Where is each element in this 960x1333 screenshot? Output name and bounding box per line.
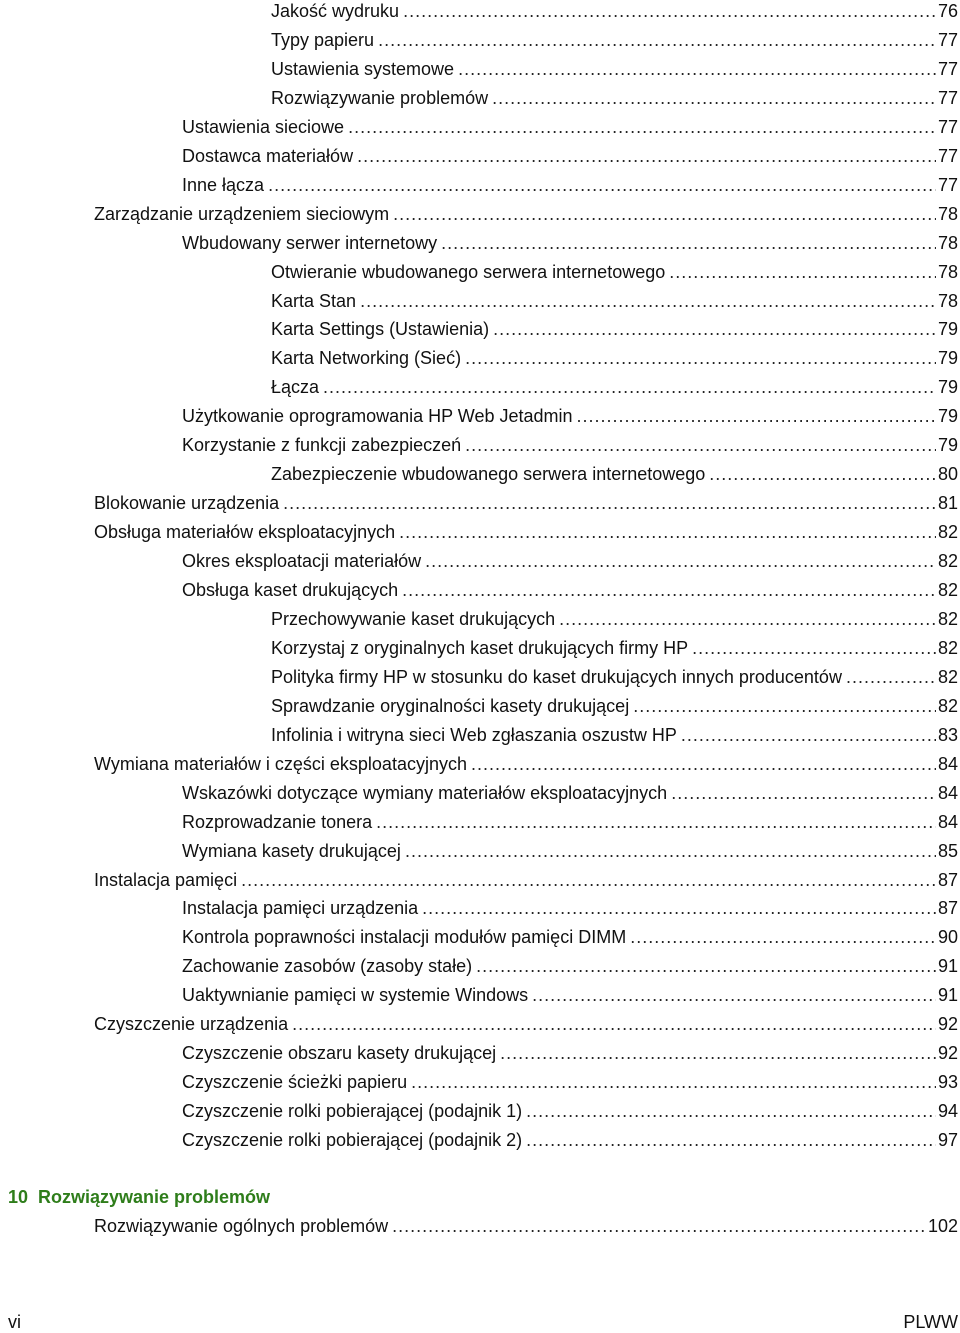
toc-entry-page: 79	[937, 406, 958, 427]
toc-entry-page: 83	[937, 724, 958, 745]
toc-entry-page: 79	[937, 348, 958, 369]
toc-entry-title: Zarządzanie urządzeniem sieciowym	[94, 203, 390, 224]
toc-entry-page: 82	[937, 666, 958, 687]
toc-entry-title: Blokowanie urządzenia	[94, 493, 280, 514]
toc-entry-page: 84	[937, 811, 958, 832]
dot-leader	[441, 230, 936, 256]
dot-leader	[681, 722, 936, 748]
toc-entry[interactable]	[271, 374, 958, 400]
dot-leader	[471, 751, 936, 777]
toc-entry-page: 77	[937, 174, 958, 195]
dot-leader	[692, 635, 936, 661]
toc-entry-page: 79	[937, 377, 958, 398]
toc-entry-page: 91	[937, 985, 958, 1006]
toc-entry-page: 79	[937, 435, 958, 456]
dot-leader	[268, 172, 936, 198]
chapter-title: Rozwiązywanie problemów	[38, 1187, 271, 1207]
toc-entry[interactable]	[271, 288, 958, 314]
toc-entry[interactable]	[271, 85, 958, 111]
dot-leader	[577, 403, 936, 429]
toc-entry[interactable]	[182, 114, 958, 140]
dot-leader	[633, 693, 936, 719]
toc-entry[interactable]	[271, 56, 958, 82]
toc-entry[interactable]	[182, 577, 958, 603]
toc-entry-title: Uaktywnianie pamięci w systemie Windows	[182, 985, 529, 1006]
dot-leader	[241, 867, 936, 893]
toc-entry[interactable]	[182, 1127, 958, 1153]
toc-entry-page: 92	[937, 1043, 958, 1064]
dot-leader	[378, 27, 936, 53]
toc-entry[interactable]	[271, 693, 958, 719]
toc-entry-page: 81	[937, 493, 958, 514]
toc-entry-page: 97	[937, 1130, 958, 1151]
dot-leader	[669, 259, 936, 285]
toc-entry-title: Rozprowadzanie tonera	[182, 811, 373, 832]
dot-leader	[399, 519, 936, 545]
page-number: vi	[8, 1312, 21, 1332]
toc-entry-title: Instalacja pamięci	[94, 869, 238, 890]
toc-entry[interactable]	[94, 1213, 958, 1239]
toc-entry[interactable]	[271, 345, 958, 371]
toc-entry[interactable]	[182, 1040, 958, 1066]
toc-entry-page: 87	[937, 869, 958, 890]
toc-entry-title: Sprawdzanie oryginalności kasety drukującej	[271, 695, 630, 716]
toc-entry[interactable]	[271, 0, 958, 24]
toc-entry-page: 87	[937, 898, 958, 919]
toc-entry[interactable]	[94, 867, 958, 893]
dot-leader	[411, 1069, 936, 1095]
dot-leader	[526, 1098, 936, 1124]
toc-entry[interactable]	[94, 519, 958, 545]
dot-leader	[292, 1011, 936, 1037]
toc-entry-title: Wymiana kasety drukującej	[182, 840, 401, 861]
toc-entry-page: 77	[937, 145, 958, 166]
toc-entry-page: 92	[937, 1014, 958, 1035]
toc-entry-page: 93	[937, 1072, 958, 1093]
toc-entry-title: Karta Networking (Sieć)	[271, 348, 462, 369]
toc-entry-title: Typy papieru	[271, 29, 375, 50]
dot-leader	[376, 809, 936, 835]
dot-leader	[526, 1127, 936, 1153]
dot-leader	[500, 1040, 936, 1066]
toc-entry-page: 76	[937, 1, 958, 21]
toc-entry-title: Czyszczenie rolki pobierającej (podajnik 2)	[182, 1130, 523, 1151]
toc-entry[interactable]	[182, 924, 958, 950]
toc-entry-title: Wymiana materiałów i części eksploatacyjnych	[94, 753, 467, 774]
toc-entry-title: Instalacja pamięci urządzenia	[182, 898, 419, 919]
toc-entry-title: Ustawienia sieciowe	[182, 116, 345, 137]
toc-entry-page: 80	[937, 464, 958, 485]
toc-entry-title: Zachowanie zasobów (zasoby stałe)	[182, 956, 473, 977]
toc-entry-title: Rozwiązywanie ogólnych problemów	[94, 1216, 389, 1236]
toc-entry-title: Wbudowany serwer internetowy	[182, 232, 438, 253]
dot-leader	[392, 1213, 926, 1239]
toc-entry-title: Użytkowanie oprogramowania HP Web Jetadmin	[182, 406, 573, 427]
toc-entry-title: Wskazówki dotyczące wymiany materiałów eksploatacyjnych	[182, 782, 668, 803]
dot-leader	[846, 664, 936, 690]
toc-entry-title: Czyszczenie obszaru kasety drukującej	[182, 1043, 497, 1064]
toc-entry[interactable]	[182, 548, 958, 574]
toc-entry[interactable]	[182, 403, 958, 429]
dot-leader	[532, 982, 936, 1008]
toc-entry-page: 82	[937, 695, 958, 716]
toc-entry-page: 82	[937, 551, 958, 572]
dot-leader	[357, 143, 936, 169]
toc-entry-page: 77	[937, 29, 958, 50]
toc-entry-title: Rozwiązywanie problemów	[271, 87, 489, 108]
dot-leader	[476, 953, 936, 979]
toc-entry[interactable]	[182, 230, 958, 256]
toc-entry-page: 84	[937, 753, 958, 774]
toc-entry[interactable]	[271, 461, 958, 487]
dot-leader	[422, 895, 936, 921]
toc-entry-page: 82	[937, 580, 958, 600]
toc-entry[interactable]	[94, 490, 958, 516]
toc-entry-title: Obsługa kaset drukujących	[182, 580, 399, 600]
toc-entry-title: Przechowywanie kaset drukujących	[271, 608, 556, 629]
toc-entry[interactable]	[94, 201, 958, 227]
toc-entry-title: Otwieranie wbudowanego serwera internetowego	[271, 261, 666, 282]
toc-entry-page: 84	[937, 782, 958, 803]
toc-entry-page: 77	[937, 116, 958, 137]
toc-entry-page: 78	[937, 203, 958, 224]
toc-entry[interactable]	[271, 259, 958, 285]
toc-entry-title: Kontrola poprawności instalacji modułów pamięci DIMM	[182, 927, 627, 948]
toc-entry[interactable]	[182, 1098, 958, 1124]
toc-entry-page: 78	[937, 261, 958, 282]
toc-entry-page: 77	[937, 58, 958, 79]
dot-leader	[402, 577, 936, 603]
toc-entry[interactable]	[271, 722, 958, 748]
toc-entry-title: Karta Stan	[271, 290, 357, 311]
toc-entry-page: 78	[937, 290, 958, 311]
toc-entry-title: Polityka firmy HP w stosunku do kaset drukujących innych producentów	[271, 666, 842, 687]
toc-entry[interactable]	[271, 635, 958, 661]
chapter-number: 10	[8, 1187, 29, 1207]
dot-leader	[458, 56, 936, 82]
toc-entry-title: Inne łącza	[182, 174, 265, 195]
toc-entry[interactable]	[182, 838, 958, 864]
toc-entry-page: 82	[937, 522, 958, 543]
dot-leader	[492, 85, 936, 111]
dot-leader	[393, 201, 936, 227]
toc-entry-title: Jakość wydruku	[271, 1, 400, 21]
toc-entry-title: Łącza	[271, 377, 320, 398]
toc-entry[interactable]	[271, 606, 958, 632]
toc-entry[interactable]	[271, 316, 958, 342]
toc-entry-page: 91	[937, 956, 958, 977]
dot-leader	[465, 345, 936, 371]
toc-entry[interactable]	[94, 751, 958, 777]
dot-leader	[348, 114, 936, 140]
dot-leader	[630, 924, 936, 950]
dot-leader	[559, 606, 936, 632]
dot-leader	[425, 548, 936, 574]
toc-entry[interactable]	[271, 664, 958, 690]
toc-entry-title: Zabezpieczenie wbudowanego serwera internetowego	[271, 464, 706, 485]
toc-entry-title: Korzystaj z oryginalnych kaset drukujących firmy HP	[271, 637, 689, 658]
toc-entry[interactable]	[182, 432, 958, 458]
dot-leader	[403, 0, 936, 24]
toc-entry[interactable]	[182, 1069, 958, 1095]
toc-entry-page: 90	[937, 927, 958, 948]
toc-entry-page: 94	[937, 1101, 958, 1122]
toc-entry-title: Czyszczenie urządzenia	[94, 1014, 289, 1035]
dot-leader	[709, 461, 936, 487]
chapter-heading	[8, 1184, 270, 1210]
dot-leader	[671, 780, 936, 806]
toc-entry-page: 79	[937, 319, 958, 340]
dot-leader	[465, 432, 936, 458]
toc-entry[interactable]	[182, 895, 958, 921]
toc-entry[interactable]	[182, 953, 958, 979]
toc-entry[interactable]	[182, 172, 958, 198]
toc-entry-title: Dostawca materiałów	[182, 145, 354, 166]
toc-entry-title: Czyszczenie ścieżki papieru	[182, 1072, 408, 1093]
toc-entry[interactable]	[182, 982, 958, 1008]
dot-leader	[323, 374, 936, 400]
toc-entry-page: 82	[937, 608, 958, 629]
toc-entry-page: 85	[937, 840, 958, 861]
dot-leader	[493, 316, 936, 342]
locale-code: PLWW	[903, 1312, 958, 1332]
toc-entry-title: Karta Settings (Ustawienia)	[271, 319, 490, 340]
toc-entry-page: 77	[937, 87, 958, 108]
toc-entry[interactable]	[182, 143, 958, 169]
dot-leader	[360, 288, 936, 314]
toc-entry[interactable]	[94, 1011, 958, 1037]
toc-entry-page: 78	[937, 232, 958, 253]
dot-leader	[405, 838, 936, 864]
toc-entry-title: Czyszczenie rolki pobierającej (podajnik 1)	[182, 1101, 523, 1122]
dot-leader	[283, 490, 936, 516]
toc-entry[interactable]	[182, 809, 958, 835]
toc-entry-title: Okres eksploatacji materiałów	[182, 551, 422, 572]
toc-entry-title: Korzystanie z funkcji zabezpieczeń	[182, 435, 462, 456]
toc-entry-title: Obsługa materiałów eksploatacyjnych	[94, 522, 396, 543]
toc-entry-page: 102	[927, 1216, 958, 1236]
toc-entry-title: Infolinia i witryna sieci Web zgłaszania oszustw HP	[271, 724, 677, 745]
toc-entry[interactable]	[271, 27, 958, 53]
toc-entry-title: Ustawienia systemowe	[271, 58, 455, 79]
toc-entry-page: 82	[937, 637, 958, 658]
toc-entry[interactable]	[182, 780, 958, 806]
